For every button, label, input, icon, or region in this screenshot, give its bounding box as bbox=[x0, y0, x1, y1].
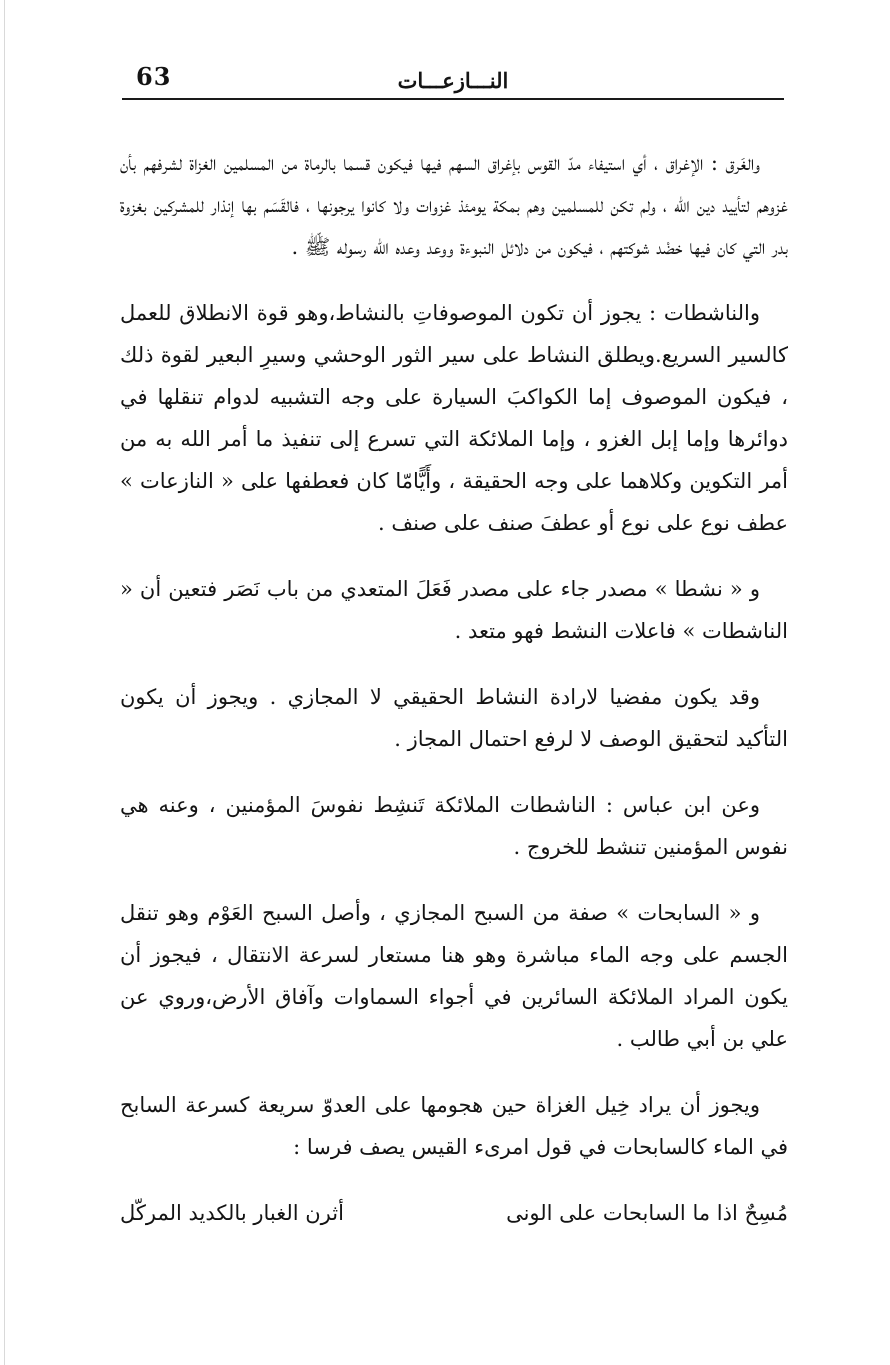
paragraph-nashta: و « نشطا » مصدر جاء على مصدر فَعَلَ المتعدي من باب نَصَر فتعين أن « الناشطات » فاعلات النشط فهو متعد . bbox=[120, 577, 788, 643]
paragraph-ibn-abbas: وعن ابن عباس : الناشطات الملائكة تَنشِط نفوسَ المؤمنين ، وعنه هي نفوس المؤمنين تنشط للخروج . bbox=[120, 793, 788, 859]
body-text bbox=[120, 142, 788, 1234]
page-header bbox=[122, 58, 784, 98]
header-rule bbox=[122, 98, 784, 100]
scan-edge-line bbox=[4, 0, 5, 1365]
paragraph-khayl: ويجوز أن يراد خِيل الغزاة حين هجومها على العدوّ سريعة كسرعة السابح في الماء كالسابحات في قول امرىء القيس يصف فرسا : bbox=[120, 1093, 788, 1159]
verse-second-hemistich: أثرن الغبار بالكديد المركّل bbox=[120, 1201, 344, 1225]
paragraph-sabihat: و « السابحات » صفة من السبح المجازي ، وأصل السبح العَوْم وهو تنقل الجسم على وجه الماء مباشرة وهو هنا مستعار لسرعة الانتقال ، فيجوز أن يكون المراد الملائكة السائرين في أجواء السماوات وآفاق الأرض،وروي عن علي بن أبي طالب . bbox=[120, 901, 788, 1051]
paragraph-tawkid: وقد يكون مفضيا لارادة النشاط الحقيقي لا المجازي . ويجوز أن يكون التأكيد لتحقيق الوصف لا لرفع احتمال المجاز . bbox=[120, 685, 788, 751]
paragraph-gharq: والغَرق : الإغراق ، أي استيفاء مدّ القوس بإغراق السهم فيها فيكون قسما بالرماة من المسلمين الغزاة لشرفهم بأن غزوهم لتأييد دين الله ، ولم تكن للمسلمين وهم بمكة يومئذ غزوات ولا كانوا يرجونها ، فالقَسَم بها إنذار للمشركين بغزوة بدر التي كان فيها خضْد شوكتهم ، فيكون من دلائل النبوءة ووعد وعده الله رسوله ﷺ . bbox=[120, 151, 788, 259]
page-number: 63 bbox=[136, 62, 172, 91]
poetry-verse bbox=[120, 1192, 788, 1234]
running-title: النـــازعـــات bbox=[397, 68, 509, 93]
verse-first-hemistich: مُسِحٌ اذا ما السابحات على الونى bbox=[506, 1201, 788, 1225]
paragraph-nashitat: والناشطات : يجوز أن تكون الموصوفاتِ بالنشاط،وهو قوة الانطلاق للعمل كالسير السريع.ويطلق النشاط على سير الثور الوحشي وسيرِ البعير لقوة ذلك ، فيكون الموصوف إما الكواكبَ السيارة على وجه التشبيه لدوام تنقلها في دوائرها وإما إبل الغزو ، وإما الملائكة التي تسرع إلى تنفيذ ما أمر الله به من أمر التكوين وكلاهما على وجه الحقيقة ، وأَيًّامّا كان فعطفها على « النازعات » عطف نوع على نوع أو عطفَ صنف على صنف . bbox=[120, 301, 788, 535]
